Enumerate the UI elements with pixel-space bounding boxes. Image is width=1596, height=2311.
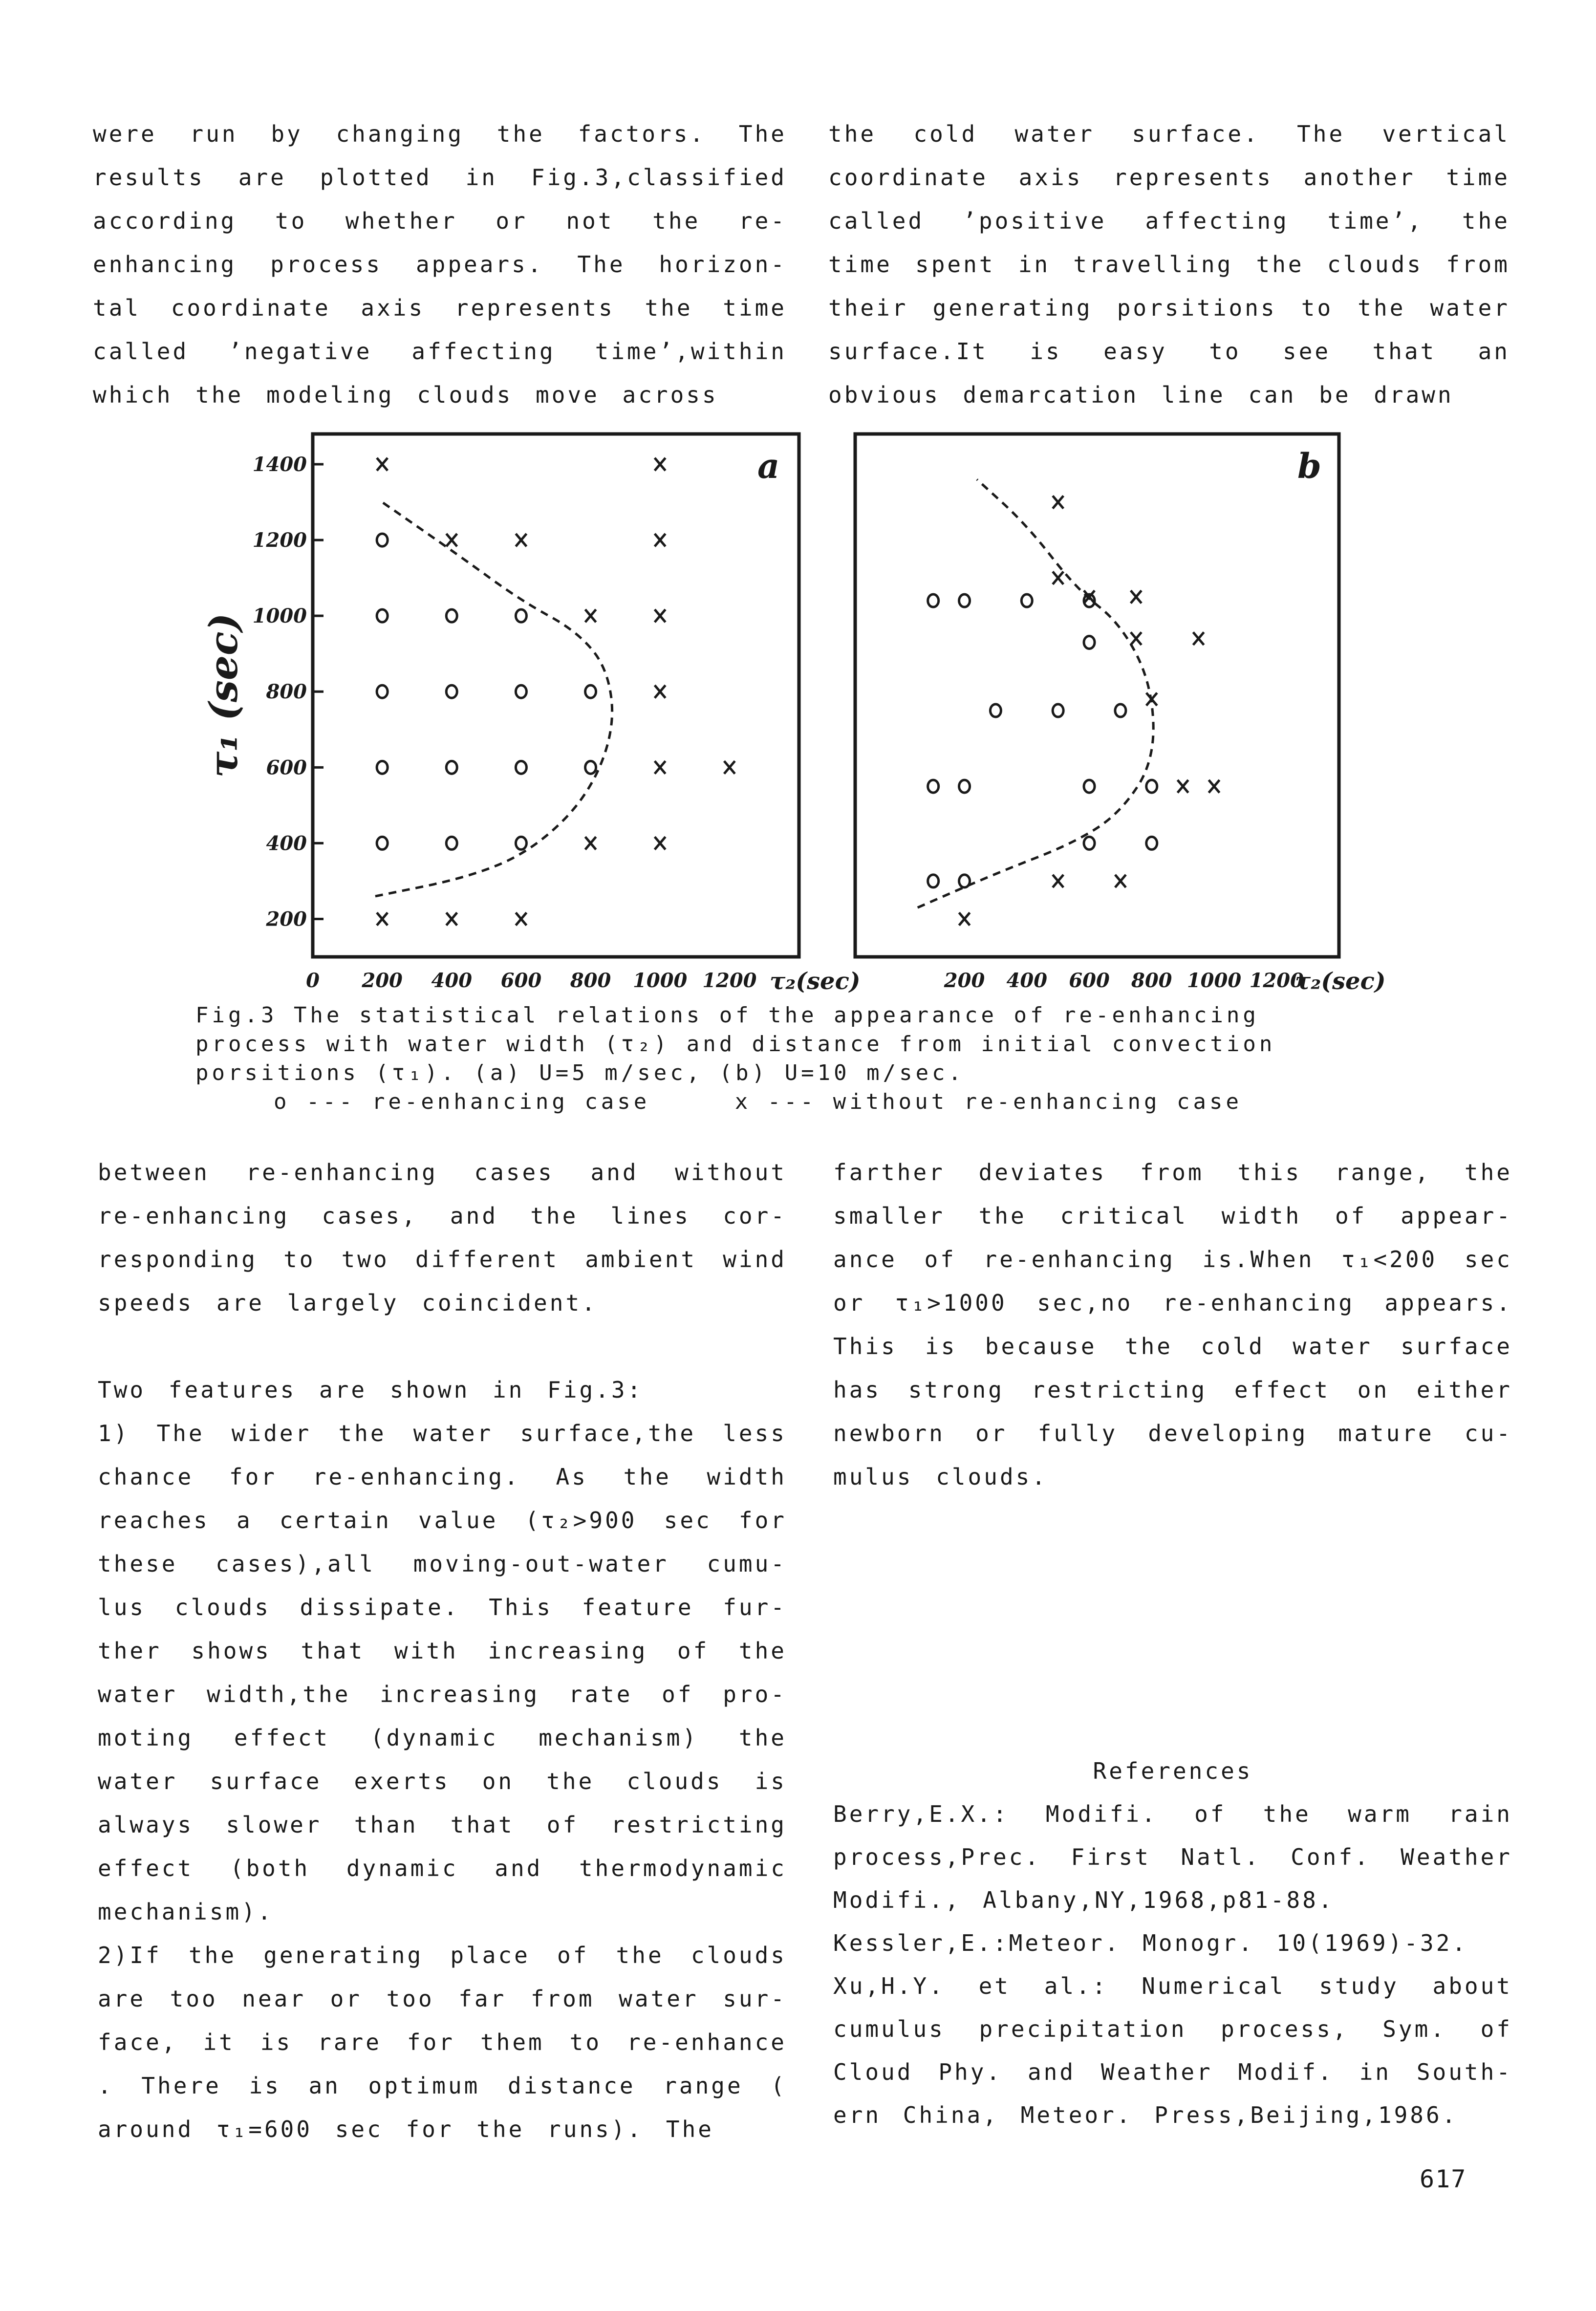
point-o [959,780,970,793]
point-o [1084,636,1095,648]
point-o [1084,837,1095,849]
point-x [377,458,388,471]
point-x [1178,780,1188,793]
point-x [959,912,970,925]
x-tick-label: 1200 [1249,969,1304,992]
caption-line-2: process with water width (τ₂) and distance from initial convection [195,1032,1276,1057]
figure-caption [195,1001,1368,1116]
demarcation-line [918,479,1153,907]
x-axis-label: τ₂(sec) [770,968,861,995]
x-tick-label: 1000 [1186,969,1242,992]
point-x [446,534,457,546]
x-tick-label: 0 [306,969,320,992]
legend-o: o --- re-enhancing case [274,1089,650,1114]
point-o [377,761,388,774]
references [833,1749,1512,2137]
panel-label: b [1297,446,1321,486]
paragraph: farther deviates from this range, the smaller the critical width of appear-ance of re-enhancing is.When τ₁<200 sec or τ₁>1000 sec,no re-enhancing appears. This is because the cold water surface has strong restricting effect on either newborn or fully developing mature cu-mulus clouds. [833,1159,1512,1490]
point-x [655,609,666,622]
paragraph: 1) The wider the water surface,the less chance for re-enhancing. As the width reaches a certain value (τ₂>900 sec for these cases),all moving-out-water cumu-lus clouds dissipate. This feature fur-ther shows that with increasing of the water width,the increasing rate of pro-moting effect (dynamic mechanism) the water surface exerts on the clouds is always slower than that of restricting effect (both dynamic and thermodynamic mechanism). [98,1420,787,1925]
y-tick-label: 200 [266,907,307,931]
point-x [1131,632,1142,645]
point-x [1146,693,1157,706]
point-x [1053,496,1063,509]
point-o [446,761,457,774]
reference-item: Kessler,E.:Meteor. Monogr. 10(1969)-32. [833,1930,1468,1956]
y-tick-label: 1200 [252,529,307,552]
point-x [1053,572,1063,584]
point-o [928,780,939,793]
point-x [655,837,666,849]
point-o [1146,780,1157,793]
point-x [377,912,388,925]
point-x [1115,875,1126,887]
point-o [377,534,388,546]
point-x [1053,875,1063,887]
point-o [516,761,526,774]
point-o [990,704,1001,717]
paragraph [98,1325,787,1368]
point-o [446,837,457,849]
point-o [377,837,388,849]
point-o [1021,594,1032,607]
point-o [585,761,596,774]
x-tick-label: 1200 [702,969,757,992]
point-o [377,685,388,698]
y-tick-label: 800 [266,680,307,704]
point-x [585,609,596,622]
point-o [928,875,939,887]
left-column-top [93,112,787,417]
caption-line-1: Fig.3 The statistical relations of the appearance of re-enhancing [195,1003,1259,1028]
point-o [1084,780,1095,793]
left-column-bottom [98,1151,787,2151]
point-o [1146,837,1157,849]
x-tick-label: 800 [1131,969,1172,992]
point-o [959,875,970,887]
point-o [928,594,939,607]
point-o [959,594,970,607]
y-tick-label: 1000 [252,605,307,628]
y-tick-label: 600 [266,756,307,779]
reference-item: Berry,E.X.: Modifi. of the warm rain process,Prec. First Natl. Conf. Weather Modifi., Albany,NY,1968,p81-88. [833,1801,1512,1913]
point-o [516,609,526,622]
point-x [516,912,526,925]
point-x [655,534,666,546]
point-x [655,761,666,774]
x-tick-label: 600 [1069,969,1110,992]
y-tick-label: 1400 [252,453,307,476]
demarcation-line [375,502,612,896]
figure-3b [853,430,1464,994]
y-tick-label: 400 [266,832,307,855]
point-o [516,837,526,849]
x-tick-label: 400 [1006,969,1048,992]
legend-x: x --- without re-enhancing case [734,1089,1242,1114]
point-x [655,458,666,471]
x-axis-label: τ₂(sec) [1295,968,1386,995]
right-column-bottom [833,1151,1512,1499]
figure-3a [191,430,861,995]
plot-a-svg [191,430,861,995]
references-title: References [1093,1758,1253,1784]
paragraph: 2)If the generating place of the clouds are too near or too far from water sur-face, it is rare for them to re-enhance . There is an optimum distance range ( around τ₁=600 sec for the runs). The [98,1942,787,2142]
point-x [655,685,666,698]
x-tick-label: 400 [431,969,473,992]
caption-legend [195,1087,1368,1116]
page-number: 617 [1420,2165,1467,2193]
panel-label: a [757,446,780,486]
paragraph: were run by changing the factors. The results are plotted in Fig.3,classified according to whether or not the re-enhancing process appears. The horizon-tal coordinate axis represents the time called ’negative affecting time’,within which the modeling clouds move across [93,121,787,408]
point-o [1053,704,1063,717]
point-x [446,912,457,925]
point-x [1193,632,1204,645]
paragraph: the cold water surface. The vertical coordinate axis represents another time called ’positive affecting time’, the time spent in travelling the clouds from their generating porsitions to the water surface.It is easy to see that an obvious demarcation line can be drawn [828,121,1510,408]
reference-item: Xu,H.Y. et al.: Numerical study about cumulus precipitation process, Sym. of Cloud Phy. and Weather Modif. in South-ern China, Meteor. Press,Beijing,1986. [833,1973,1512,2128]
x-tick-label: 600 [500,969,542,992]
point-o [1115,704,1126,717]
x-tick-label: 200 [362,969,403,992]
x-tick-label: 1000 [633,969,688,992]
point-o [446,609,457,622]
point-x [585,837,596,849]
plot-b-svg [853,430,1464,995]
x-tick-label: 200 [944,969,985,992]
caption-line-3: porsitions (τ₁). (a) U=5 m/sec, (b) U=10 m/sec. [195,1060,965,1085]
point-o [516,685,526,698]
point-o [585,685,596,698]
point-x [1131,590,1142,603]
point-x [516,534,526,546]
y-axis-label: τ₁ (sec) [200,613,246,778]
x-tick-label: 800 [570,969,611,992]
right-column-top [828,112,1510,417]
paragraph: Two features are shown in Fig.3: [98,1377,644,1403]
paragraph: between re-enhancing cases and without re-enhancing cases, and the lines cor-responding to two different ambient wind speeds are largely coincident. [98,1159,787,1316]
point-x [1209,780,1220,793]
point-o [446,685,457,698]
point-o [377,609,388,622]
point-x [724,761,735,774]
